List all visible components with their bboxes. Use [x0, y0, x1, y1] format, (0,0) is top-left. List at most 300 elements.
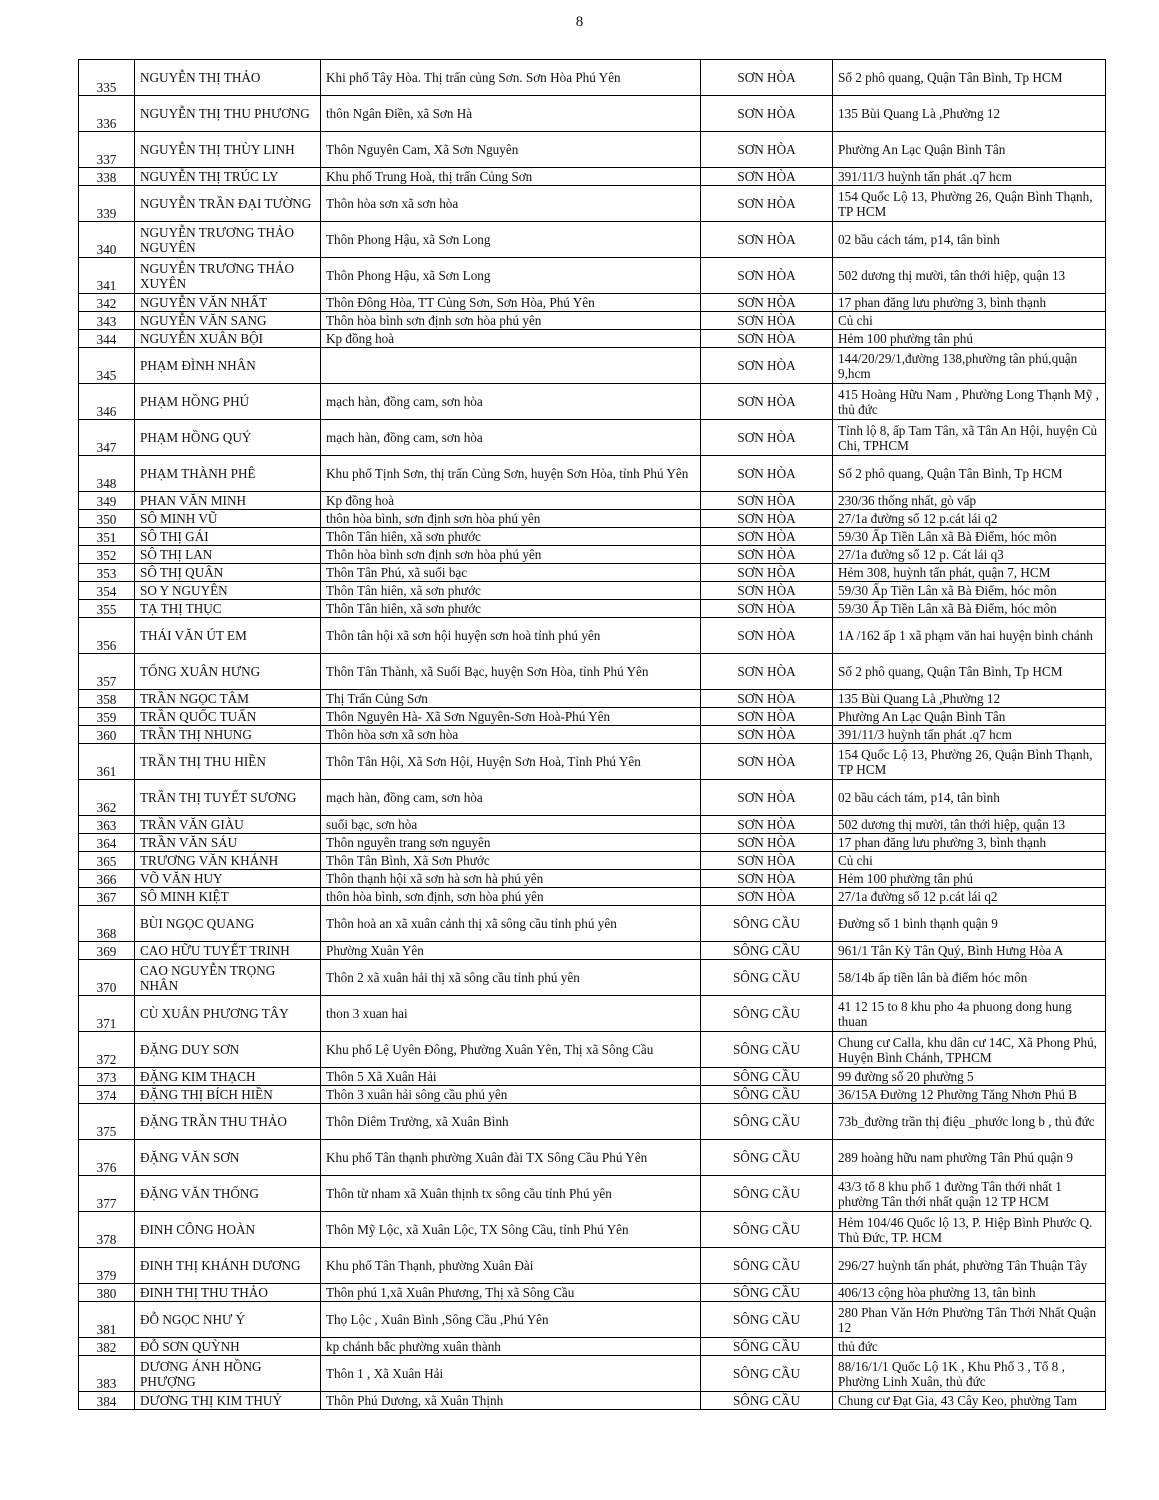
current-address: 17 phan đăng lưu phường 3, bình thạnh: [833, 294, 1106, 312]
table-row: [79, 1356, 1106, 1392]
table-row: [79, 258, 1106, 294]
person-name: ĐỖ NGỌC NHƯ Ý: [135, 1302, 321, 1338]
table-row: [79, 186, 1106, 222]
hometown-address: Thôn Tân hiên, xã sơn phước: [321, 600, 701, 618]
district: SƠN HÒA: [701, 186, 833, 222]
row-number: 342: [79, 294, 135, 312]
table-row: [79, 492, 1106, 510]
person-name: PHẠM THÀNH PHÊ: [135, 456, 321, 492]
current-address: 961/1 Tân Kỳ Tân Quý, Bình Hưng Hòa A: [833, 942, 1106, 960]
person-name: ĐẶNG THỊ BÍCH HIỀN: [135, 1086, 321, 1104]
district: SƠN HÒA: [701, 888, 833, 906]
district: SÔNG CẦU: [701, 1356, 833, 1392]
person-name: SÔ THỊ LAN: [135, 546, 321, 564]
district: SƠN HÒA: [701, 564, 833, 582]
table-row: [79, 618, 1106, 654]
row-number: 338: [79, 168, 135, 186]
hometown-address: Thị Trấn Củng Sơn: [321, 690, 701, 708]
row-number: 350: [79, 510, 135, 528]
current-address: 27/1a đường số 12 p.cát lái q2: [833, 888, 1106, 906]
person-name: TRẦN THỊ THU HIỀN: [135, 744, 321, 780]
district: SÔNG CẦU: [701, 1212, 833, 1248]
district: SƠN HÒA: [701, 600, 833, 618]
current-address: 59/30 Ấp Tiền Lân xã Bà Điểm, hóc môn: [833, 600, 1106, 618]
current-address: 41 12 15 to 8 khu pho 4a phuong dong hung thuan: [833, 996, 1106, 1032]
hometown-address: Thôn Tân hiên, xã sơn phước: [321, 528, 701, 546]
current-address: Chung cư Calla, khu dân cư 14C, Xã Phong Phú, Huyện Bình Chánh, TPHCM: [833, 1032, 1106, 1068]
person-name: SO Y NGUYÊN: [135, 582, 321, 600]
hometown-address: Khu phố Tân Thạnh, phường Xuân Đài: [321, 1248, 701, 1284]
current-address: Chung cư Đạt Gia, 43 Cây Keo, phường Tam: [833, 1392, 1106, 1410]
current-address: 406/13 cộng hòa phường 13, tân bình: [833, 1284, 1106, 1302]
district: SƠN HÒA: [701, 744, 833, 780]
person-name: ĐẶNG VĂN THỐNG: [135, 1176, 321, 1212]
row-number: 359: [79, 708, 135, 726]
table-row: [79, 96, 1106, 132]
district: SƠN HÒA: [701, 312, 833, 330]
row-number: 371: [79, 996, 135, 1032]
district: SƠN HÒA: [701, 528, 833, 546]
hometown-address: Thôn Diêm Trường, xã Xuân Bình: [321, 1104, 701, 1140]
row-number: 351: [79, 528, 135, 546]
current-address: Số 2 phô quang, Quận Tân Bình, Tp HCM: [833, 654, 1106, 690]
hometown-address: Thọ Lộc , Xuân Bình ,Sông Cầu ,Phú Yên: [321, 1302, 701, 1338]
hometown-address: Thôn 1 , Xã Xuân Hải: [321, 1356, 701, 1392]
hometown-address: Thôn 5 Xã Xuân Hải: [321, 1068, 701, 1086]
district: SƠN HÒA: [701, 654, 833, 690]
table-row: [79, 420, 1106, 456]
current-address: Đường số 1 bình thạnh quận 9: [833, 906, 1106, 942]
row-number: 356: [79, 618, 135, 654]
person-name: NGUYỄN THỊ THÙY LINH: [135, 132, 321, 168]
hometown-address: mạch hàn, đồng cam, sơn hòa: [321, 420, 701, 456]
table-row: [79, 582, 1106, 600]
district: SÔNG CẦU: [701, 1032, 833, 1068]
table-row: [79, 1140, 1106, 1176]
hometown-address: Kp đồng hoà: [321, 330, 701, 348]
hometown-address: Thôn Nguyên Hà- Xã Sơn Nguyên-Sơn Hoà-Phú Yên: [321, 708, 701, 726]
person-name: ĐẶNG KIM THẠCH: [135, 1068, 321, 1086]
current-address: 02 bầu cách tám, p14, tân bình: [833, 222, 1106, 258]
person-name: THÁI VĂN ÚT EM: [135, 618, 321, 654]
table-row: [79, 1302, 1106, 1338]
current-address: Tỉnh lộ 8, ấp Tam Tân, xã Tân An Hội, huyện Củ Chi, TPHCM: [833, 420, 1106, 456]
hometown-address: Thôn Nguyên Cam, Xã Sơn Nguyên: [321, 132, 701, 168]
current-address: 73b_đường trần thị điệu _phước long b , thủ đức: [833, 1104, 1106, 1140]
table-row: [79, 1086, 1106, 1104]
table-row: [79, 780, 1106, 816]
current-address: 27/1a đường số 12 p. Cát lái q3: [833, 546, 1106, 564]
person-name: PHẠM HỒNG QUÝ: [135, 420, 321, 456]
district: SƠN HÒA: [701, 780, 833, 816]
person-name: DƯƠNG ÁNH HỒNG PHƯỢNG: [135, 1356, 321, 1392]
row-number: 353: [79, 564, 135, 582]
person-name: SÔ MINH VŨ: [135, 510, 321, 528]
table-row: [79, 600, 1106, 618]
district: SƠN HÒA: [701, 726, 833, 744]
table-row: [79, 708, 1106, 726]
person-name: SÔ THỊ GÁI: [135, 528, 321, 546]
current-address: 154 Quốc Lộ 13, Phường 26, Quận Bình Thạnh, TP HCM: [833, 186, 1106, 222]
row-number: 349: [79, 492, 135, 510]
table-row: [79, 528, 1106, 546]
row-number: 383: [79, 1356, 135, 1392]
person-name: ĐINH CÔNG HOÀN: [135, 1212, 321, 1248]
hometown-address: Thôn hòa sơn xã sơn hòa: [321, 186, 701, 222]
district: SƠN HÒA: [701, 348, 833, 384]
person-name: CÙ XUÂN PHƯƠNG TÂY: [135, 996, 321, 1032]
person-name: ĐẶNG VĂN SƠN: [135, 1140, 321, 1176]
district: SƠN HÒA: [701, 870, 833, 888]
person-name: PHẠM ĐÌNH NHÂN: [135, 348, 321, 384]
person-name: TRƯƠNG VĂN KHÁNH: [135, 852, 321, 870]
current-address: 502 dương thị mười, tân thới hiệp, quận 13: [833, 816, 1106, 834]
current-address: 1A /162 ấp 1 xã phạm văn hai huyện bình chánh: [833, 618, 1106, 654]
table-row: [79, 1068, 1106, 1086]
current-address: 135 Bùi Quang Là ,Phường 12: [833, 690, 1106, 708]
row-number: 336: [79, 96, 135, 132]
row-number: 373: [79, 1068, 135, 1086]
person-name: NGUYỄN THỊ THẢO: [135, 60, 321, 96]
row-number: 377: [79, 1176, 135, 1212]
current-address: Phường An Lạc Quận Bình Tân: [833, 132, 1106, 168]
row-number: 380: [79, 1284, 135, 1302]
table-row: [79, 60, 1106, 96]
current-address: 27/1a đường số 12 p.cát lái q2: [833, 510, 1106, 528]
table-row: [79, 294, 1106, 312]
row-number: 374: [79, 1086, 135, 1104]
district: SƠN HÒA: [701, 258, 833, 294]
person-name: TRẦN NGỌC TÂM: [135, 690, 321, 708]
district: SÔNG CẦU: [701, 1284, 833, 1302]
district: SÔNG CẦU: [701, 1140, 833, 1176]
row-number: 348: [79, 456, 135, 492]
table-row: [79, 960, 1106, 996]
row-number: 365: [79, 852, 135, 870]
hometown-address: suối bạc, sơn hòa: [321, 816, 701, 834]
district: SÔNG CẦU: [701, 1338, 833, 1356]
hometown-address: Khu phố Trung Hoà, thị trấn Củng Sơn: [321, 168, 701, 186]
hometown-address: Thôn Phong Hậu, xã Sơn Long: [321, 222, 701, 258]
hometown-address: Khu phố Tân thạnh phường Xuân đài TX Sông Cầu Phú Yên: [321, 1140, 701, 1176]
current-address: 58/14b ấp tiền lân bà điểm hóc môn: [833, 960, 1106, 996]
hometown-address: Thôn Tân Thành, xã Suối Bạc, huyện Sơn Hòa, tỉnh Phú Yên: [321, 654, 701, 690]
current-address: Củ chi: [833, 312, 1106, 330]
hometown-address: Thôn phú 1,xã Xuân Phương, Thị xã Sông Cầu: [321, 1284, 701, 1302]
row-number: 363: [79, 816, 135, 834]
table-row: [79, 330, 1106, 348]
hometown-address: Thôn từ nham xã Xuân thịnh tx sông cầu tỉnh Phú yên: [321, 1176, 701, 1212]
table-row: [79, 564, 1106, 582]
person-name: TRẦN THỊ TUYẾT SƯƠNG: [135, 780, 321, 816]
district: SƠN HÒA: [701, 420, 833, 456]
row-number: 360: [79, 726, 135, 744]
current-address: Số 2 phô quang, Quận Tân Bình, Tp HCM: [833, 456, 1106, 492]
district: SÔNG CẦU: [701, 996, 833, 1032]
row-number: 372: [79, 1032, 135, 1068]
person-name: BÙI NGỌC QUANG: [135, 906, 321, 942]
row-number: 370: [79, 960, 135, 996]
current-address: 59/30 Ấp Tiền Lân xã Bà Điểm, hóc môn: [833, 582, 1106, 600]
hometown-address: Thôn Tân Bình, Xã Sơn Phước: [321, 852, 701, 870]
table-row: [79, 1392, 1106, 1410]
table-row: [79, 906, 1106, 942]
district: SƠN HÒA: [701, 708, 833, 726]
hometown-address: Thôn Phú Dương, xã Xuân Thịnh: [321, 1392, 701, 1410]
table-row: [79, 888, 1106, 906]
current-address: 391/11/3 huỳnh tấn phát .q7 hcm: [833, 726, 1106, 744]
current-address: 154 Quốc Lộ 13, Phường 26, Quận Bình Thạnh, TP HCM: [833, 744, 1106, 780]
row-number: 367: [79, 888, 135, 906]
row-number: 381: [79, 1302, 135, 1338]
person-name: NGUYỄN TRƯƠNG THẢO NGUYÊN: [135, 222, 321, 258]
page-number: 8: [575, 14, 584, 30]
row-number: 358: [79, 690, 135, 708]
district: SƠN HÒA: [701, 330, 833, 348]
current-address: 289 hoàng hữu nam phường Tân Phú quận 9: [833, 1140, 1106, 1176]
hometown-address: Thôn hòa bình sơn định sơn hòa phú yên: [321, 546, 701, 564]
district: SƠN HÒA: [701, 384, 833, 420]
district: SÔNG CẦU: [701, 942, 833, 960]
person-name: ĐINH THỊ THU THẢO: [135, 1284, 321, 1302]
table-row: [79, 816, 1106, 834]
row-number: 357: [79, 654, 135, 690]
table-row: [79, 852, 1106, 870]
table-row: [79, 1032, 1106, 1068]
row-number: 352: [79, 546, 135, 564]
hometown-address: Khu phố Lệ Uyên Đông, Phường Xuân Yên, Thị xã Sông Cầu: [321, 1032, 701, 1068]
row-number: 384: [79, 1392, 135, 1410]
table-row: [79, 942, 1106, 960]
district: SÔNG CẦU: [701, 1248, 833, 1284]
person-name: SÔ THỊ QUÂN: [135, 564, 321, 582]
current-address: Củ chi: [833, 852, 1106, 870]
district: SƠN HÒA: [701, 96, 833, 132]
person-name: NGUYỄN XUÂN BỘI: [135, 330, 321, 348]
district: SƠN HÒA: [701, 546, 833, 564]
hometown-address: Thôn hòa sơn xã sơn hòa: [321, 726, 701, 744]
table-row: [79, 1284, 1106, 1302]
hometown-address: Thôn hòa bình sơn định sơn hòa phú yên: [321, 312, 701, 330]
row-number: 341: [79, 258, 135, 294]
table-row: [79, 654, 1106, 690]
table-row: [79, 312, 1106, 330]
hometown-address: kp chánh bắc phường xuân thành: [321, 1338, 701, 1356]
row-number: 362: [79, 780, 135, 816]
table-row: [79, 690, 1106, 708]
row-number: 345: [79, 348, 135, 384]
district: SƠN HÒA: [701, 132, 833, 168]
table-row: [79, 1248, 1106, 1284]
person-name: CAO NGUYỄN TRỌNG NHÂN: [135, 960, 321, 996]
current-address: Hẻm 308, huỳnh tấn phát, quận 7, HCM: [833, 564, 1106, 582]
hometown-address: Thôn hoà an xã xuân cảnh thị xã sông cầu tỉnh phú yên: [321, 906, 701, 942]
person-name: TRẦN THỊ NHUNG: [135, 726, 321, 744]
person-name: ĐỖ SƠN QUỲNH: [135, 1338, 321, 1356]
row-number: 378: [79, 1212, 135, 1248]
current-address: 230/36 thống nhất, gò vấp: [833, 492, 1106, 510]
current-address: 135 Bùi Quang Là ,Phường 12: [833, 96, 1106, 132]
hometown-address: thôn Ngân Điền, xã Sơn Hà: [321, 96, 701, 132]
district: SÔNG CẦU: [701, 906, 833, 942]
hometown-address: Thôn 2 xã xuân hải thị xã sông cầu tỉnh phú yên: [321, 960, 701, 996]
hometown-address: Thôn nguyên trang sơn nguyên: [321, 834, 701, 852]
hometown-address: Khu phố Tịnh Sơn, thị trấn Củng Sơn, huyện Sơn Hòa, tỉnh Phú Yên: [321, 456, 701, 492]
current-address: 502 dương thị mười, tân thới hiệp, quận 13: [833, 258, 1106, 294]
district: SƠN HÒA: [701, 690, 833, 708]
current-address: 43/3 tổ 8 khu phố 1 đường Tân thới nhất 1 phường Tân thới nhất quận 12 TP HCM: [833, 1176, 1106, 1212]
district: SÔNG CẦU: [701, 1392, 833, 1410]
table-row: [79, 1176, 1106, 1212]
person-name: SÔ MINH KIỆT: [135, 888, 321, 906]
table-row: [79, 870, 1106, 888]
hometown-address: mạch hàn, đồng cam, sơn hòa: [321, 780, 701, 816]
row-number: 379: [79, 1248, 135, 1284]
person-name: ĐẶNG DUY SƠN: [135, 1032, 321, 1068]
district: SƠN HÒA: [701, 60, 833, 96]
person-name: ĐẶNG TRẦN THU THẢO: [135, 1104, 321, 1140]
current-address: 296/27 huỳnh tấn phát, phường Tân Thuận Tây: [833, 1248, 1106, 1284]
row-number: 375: [79, 1104, 135, 1140]
current-address: Hẻm 104/46 Quốc lộ 13, P. Hiệp Bình Phước Q. Thủ Đức, TP. HCM: [833, 1212, 1106, 1248]
current-address: 99 đường số 20 phường 5: [833, 1068, 1106, 1086]
table-row: [79, 744, 1106, 780]
person-name: NGUYỄN THỊ TRÚC LY: [135, 168, 321, 186]
district: SÔNG CẦU: [701, 1302, 833, 1338]
row-number: 368: [79, 906, 135, 942]
district: SÔNG CẦU: [701, 1068, 833, 1086]
registration-table: [78, 59, 1106, 1410]
table-row: [79, 1338, 1106, 1356]
person-name: TỐNG XUÂN HƯNG: [135, 654, 321, 690]
person-name: NGUYỄN VĂN SANG: [135, 312, 321, 330]
row-number: 344: [79, 330, 135, 348]
person-name: PHAN VĂN MINH: [135, 492, 321, 510]
person-name: TRẦN QUỐC TUẤN: [135, 708, 321, 726]
hometown-address: Thôn 3 xuân hải sông cầu phú yên: [321, 1086, 701, 1104]
table-row: [79, 348, 1106, 384]
hometown-address: thôn hòa bình, sơn định, sơn hòa phú yên: [321, 888, 701, 906]
district: SÔNG CẦU: [701, 960, 833, 996]
district: SƠN HÒA: [701, 294, 833, 312]
current-address: thủ đức: [833, 1338, 1106, 1356]
hometown-address: Thôn Tân Phú, xã suối bạc: [321, 564, 701, 582]
current-address: Số 2 phô quang, Quận Tân Bình, Tp HCM: [833, 60, 1106, 96]
person-name: NGUYỄN VĂN NHẤT: [135, 294, 321, 312]
row-number: 346: [79, 384, 135, 420]
row-number: 335: [79, 60, 135, 96]
district: SƠN HÒA: [701, 492, 833, 510]
hometown-address: thôn hòa bình, sơn định sơn hòa phú yên: [321, 510, 701, 528]
district: SÔNG CẦU: [701, 1104, 833, 1140]
row-number: 339: [79, 186, 135, 222]
current-address: 88/16/1/1 Quốc Lộ 1K , Khu Phố 3 , Tổ 8 , Phường Linh Xuân, thủ đức: [833, 1356, 1106, 1392]
person-name: VÕ VĂN HUY: [135, 870, 321, 888]
row-number: 355: [79, 600, 135, 618]
district: SƠN HÒA: [701, 168, 833, 186]
table-row: [79, 1212, 1106, 1248]
table-row: [79, 834, 1106, 852]
district: SƠN HÒA: [701, 816, 833, 834]
row-number: 364: [79, 834, 135, 852]
person-name: TRẦN VĂN GIÀU: [135, 816, 321, 834]
current-address: 36/15A Đường 12 Phường Tăng Nhơn Phú B: [833, 1086, 1106, 1104]
district: SƠN HÒA: [701, 852, 833, 870]
person-name: TRẦN VĂN SÁU: [135, 834, 321, 852]
person-name: NGUYỄN TRƯƠNG THẢO XUYÊN: [135, 258, 321, 294]
current-address: 17 phan đăng lưu phường 3, bình thạnh: [833, 834, 1106, 852]
row-number: 340: [79, 222, 135, 258]
current-address: Hẻm 100 phường tân phú: [833, 330, 1106, 348]
row-number: 382: [79, 1338, 135, 1356]
district: SÔNG CẦU: [701, 1086, 833, 1104]
current-address: 144/20/29/1,đường 138,phường tân phú,quận 9,hcm: [833, 348, 1106, 384]
current-address: 280 Phan Văn Hớn Phường Tân Thới Nhất Quận 12: [833, 1302, 1106, 1338]
hometown-address: Kp đồng hoà: [321, 492, 701, 510]
hometown-address: Thôn Tân hiên, xã sơn phước: [321, 582, 701, 600]
table-row: [79, 996, 1106, 1032]
district: SƠN HÒA: [701, 618, 833, 654]
current-address: 415 Hoàng Hữu Nam , Phường Long Thạnh Mỹ , thủ đức: [833, 384, 1106, 420]
hometown-address: mạch hàn, đồng cam, sơn hòa: [321, 384, 701, 420]
district: SƠN HÒA: [701, 510, 833, 528]
current-address: 391/11/3 huỳnh tấn phát .q7 hcm: [833, 168, 1106, 186]
hometown-address: Thôn thạnh hội xã sơn hà sơn hà phú yên: [321, 870, 701, 888]
current-address: 02 bầu cách tám, p14, tân bình: [833, 780, 1106, 816]
row-number: 347: [79, 420, 135, 456]
row-number: 361: [79, 744, 135, 780]
row-number: 376: [79, 1140, 135, 1176]
row-number: 337: [79, 132, 135, 168]
person-name: PHẠM HỒNG PHÚ: [135, 384, 321, 420]
table-row: [79, 222, 1106, 258]
hometown-address: Thôn Phong Hậu, xã Sơn Long: [321, 258, 701, 294]
district: SƠN HÒA: [701, 222, 833, 258]
table-row: [79, 384, 1106, 420]
hometown-address: Phường Xuân Yên: [321, 942, 701, 960]
person-name: ĐINH THỊ KHÁNH DƯƠNG: [135, 1248, 321, 1284]
table-row: [79, 168, 1106, 186]
hometown-address: Thôn Tân Hội, Xã Sơn Hội, Huyện Sơn Hoà, Tỉnh Phú Yên: [321, 744, 701, 780]
hometown-address: Thôn Đông Hòa, TT Củng Sơn, Sơn Hòa, Phú Yên: [321, 294, 701, 312]
row-number: 354: [79, 582, 135, 600]
district: SÔNG CẦU: [701, 1176, 833, 1212]
table-row: [79, 132, 1106, 168]
district: SƠN HÒA: [701, 456, 833, 492]
row-number: 366: [79, 870, 135, 888]
hometown-address: thon 3 xuan hai: [321, 996, 701, 1032]
district: SƠN HÒA: [701, 582, 833, 600]
hometown-address: Khi phố Tây Hòa. Thị trấn củng Sơn. Sơn Hòa Phú Yên: [321, 60, 701, 96]
current-address: Hẻm 100 phường tân phú: [833, 870, 1106, 888]
table-row: [79, 456, 1106, 492]
district: SƠN HÒA: [701, 834, 833, 852]
current-address: Phường An Lạc Quận Bình Tân: [833, 708, 1106, 726]
table-row: [79, 726, 1106, 744]
row-number: 369: [79, 942, 135, 960]
person-name: DƯƠNG THỊ KIM THUỶ: [135, 1392, 321, 1410]
hometown-address: Thôn Mỹ Lộc, xã Xuân Lộc, TX Sông Cầu, tỉnh Phú Yên: [321, 1212, 701, 1248]
person-name: TẠ THỊ THỤC: [135, 600, 321, 618]
table-row: [79, 510, 1106, 528]
hometown-address: [321, 348, 701, 384]
table-row: [79, 546, 1106, 564]
hometown-address: Thôn tân hội xã sơn hội huyện sơn hoà tỉnh phú yên: [321, 618, 701, 654]
current-address: 59/30 Ấp Tiền Lân xã Bà Điểm, hóc môn: [833, 528, 1106, 546]
row-number: 343: [79, 312, 135, 330]
person-name: NGUYỄN TRẦN ĐẠI TƯỜNG: [135, 186, 321, 222]
person-name: NGUYỄN THỊ THU PHƯƠNG: [135, 96, 321, 132]
